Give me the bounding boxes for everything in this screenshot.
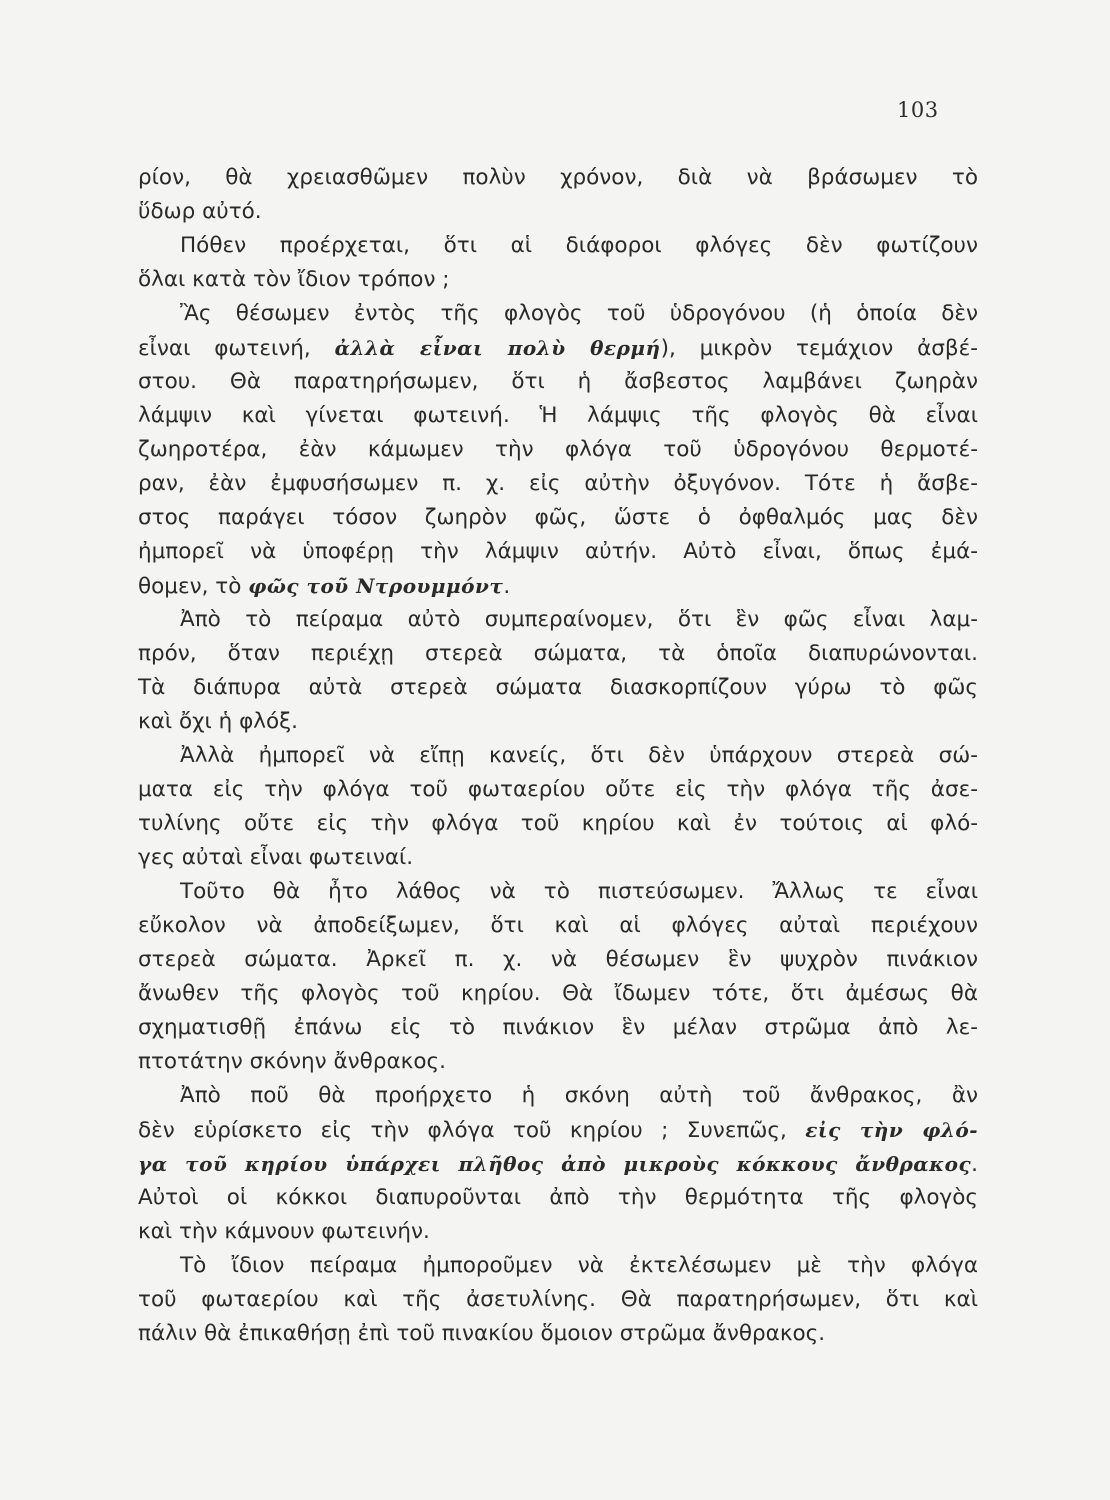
text-line: ραν, ἐὰν ἐμφυσήσωμεν π. χ. εἰς αὐτὴν ὀξυγόνον. Τότε ἡ ἄσβε-: [138, 471, 978, 496]
text-span: ), μικρὸν τεμάχιον ἀσβέ-: [660, 336, 978, 361]
text-line: πτοτάτην σκόνην ἄνθρακος.: [138, 1049, 446, 1074]
text-line: σχηματισθῇ ἐπάνω εἰς τὸ πινάκιον ἓν μέλαν στρῶμα ἀπὸ λε-: [138, 1015, 978, 1040]
text-span: θομεν, τὸ: [138, 574, 249, 599]
text-line: ρίον, θὰ χρειασθῶμεν πολὺν χρόνον, διὰ νὰ βράσωμεν τὸ: [138, 165, 978, 190]
text-line: ὕδωρ αὐτό.: [138, 199, 262, 224]
text-line: Τὰ διάπυρα αὐτὰ στερεὰ σώματα διασκορπίζουν γύρω τὸ φῶς: [138, 675, 978, 700]
text-line: λάμψιν καὶ γίνεται φωτεινή. Ἡ λάμψις τῆς φλογὸς θὰ εἶναι: [138, 403, 978, 428]
text-line: ἄνωθεν τῆς φλογὸς τοῦ κηρίου. Θὰ ἴδωμεν τότε, ὅτι ἀμέσως θὰ: [138, 981, 978, 1006]
text-line: στερεὰ σώματα. Ἀρκεῖ π. χ. νὰ θέσωμεν ἓν ψυχρὸν πινάκιον: [138, 947, 978, 972]
text-line: στου. Θὰ παρατηρήσωμεν, ὅτι ἡ ἄσβεστος λαμβάνει ζωηρὰν: [138, 369, 978, 394]
text-line: ματα εἰς τὴν φλόγα τοῦ φωταερίου οὔτε εἰς τὴν φλόγα τῆς ἀσε-: [138, 777, 978, 802]
text-line: Αὐτοὶ οἱ κόκκοι διαπυροῦνται ἀπὸ τὴν θερμότητα τῆς φλογὸς: [138, 1185, 978, 1210]
emphasized-text: γα τοῦ κηρίου ὑπάρχει πλῆθος ἀπὸ μικροὺς κόκκους ἄνθρακος: [138, 1152, 972, 1176]
text-line: Ἀπὸ τὸ πείραμα αὐτὸ συμπεραίνομεν, ὅτι ἓν φῶς εἶναι λαμ-: [180, 607, 978, 632]
text-line: ὅλαι κατὰ τὸν ἴδιον τρόπον ;: [138, 267, 450, 292]
text-line: Τὸ ἴδιον πείραμα ἠμποροῦμεν νὰ ἐκτελέσωμεν μὲ τὴν φλόγα: [180, 1253, 978, 1278]
text-line: στος παράγει τόσον ζωηρὸν φῶς, ὥστε ὁ ὀφθαλμός μας δὲν: [138, 505, 978, 530]
text-line: εὔκολον νὰ ἀποδείξωμεν, ὅτι καὶ αἱ φλόγες αὐταὶ περιέχουν: [138, 913, 978, 938]
text-line: τυλίνης οὔτε εἰς τὴν φλόγα τοῦ κηρίου καὶ ἐν τούτοις αἱ φλό-: [138, 811, 978, 836]
text-line: Ἀλλὰ ἠμπορεῖ νὰ εἴπῃ κανείς, ὅτι δὲν ὑπάρχουν στερεὰ σώ-: [180, 743, 978, 768]
text-line: [138, 331, 978, 365]
text-line: [138, 1147, 978, 1181]
text-span: εἶναι φωτεινή,: [138, 336, 335, 361]
text-line: Τοῦτο θὰ ἦτο λάθος νὰ τὸ πιστεύσωμεν. Ἄλλως τε εἶναι: [180, 879, 978, 904]
text-line: Ἂς θέσωμεν ἐντὸς τῆς φλογὸς τοῦ ὑδρογόνου (ἡ ὁποία δὲν: [180, 301, 978, 326]
emphasized-text: φῶς τοῦ Ντρουμμόντ: [248, 574, 504, 598]
text-line: [138, 569, 978, 603]
text-line: ζωηροτέρα, ἐὰν κάμωμεν τὴν φλόγα τοῦ ὑδρογόνου θερμοτέ-: [138, 437, 978, 462]
text-line: Ἀπὸ ποῦ θὰ προήρχετο ἡ σκόνη αὐτὴ τοῦ ἄνθρακος, ἂν: [180, 1083, 978, 1108]
text-line: πάλιν θὰ ἐπικαθήσῃ ἐπὶ τοῦ πινακίου ὅμοιον στρῶμα ἄνθρακος.: [138, 1321, 826, 1346]
text-line: καὶ ὄχι ἡ φλόξ.: [138, 709, 298, 734]
text-line: καὶ τὴν κάμνουν φωτεινήν.: [138, 1219, 430, 1244]
text-line: Πόθεν προέρχεται, ὅτι αἱ διάφοροι φλόγες δὲν φωτίζουν: [180, 233, 978, 258]
emphasized-text: ἀλλὰ εἶναι πολὺ θερμή: [334, 336, 661, 360]
text-line: τοῦ φωταερίου καὶ τῆς ἀσετυλίνης. Θὰ παρατηρήσωμεν, ὅτι καὶ: [138, 1287, 978, 1312]
text-line: γες αὐταὶ εἶναι φωτειναί.: [138, 845, 414, 870]
text-line: [138, 1113, 978, 1147]
text-line: πρόν, ὅταν περιέχῃ στερεὰ σώματα, τὰ ὁποῖα διαπυρώνονται.: [138, 641, 978, 666]
text-span: .: [503, 574, 511, 599]
text-span: δὲν εὑρίσκετο εἰς τὴν φλόγα τοῦ κηρίου ; Συνεπῶς,: [138, 1118, 806, 1143]
page-number: 103: [897, 98, 939, 122]
text-line: ἠμπορεῖ νὰ ὑποφέρῃ τὴν λάμψιν αὐτήν. Αὐτὸ εἶναι, ὅπως ἐμά-: [138, 539, 978, 564]
text-span: .: [971, 1152, 978, 1177]
emphasized-text: εἰς τὴν φλό-: [805, 1118, 979, 1142]
